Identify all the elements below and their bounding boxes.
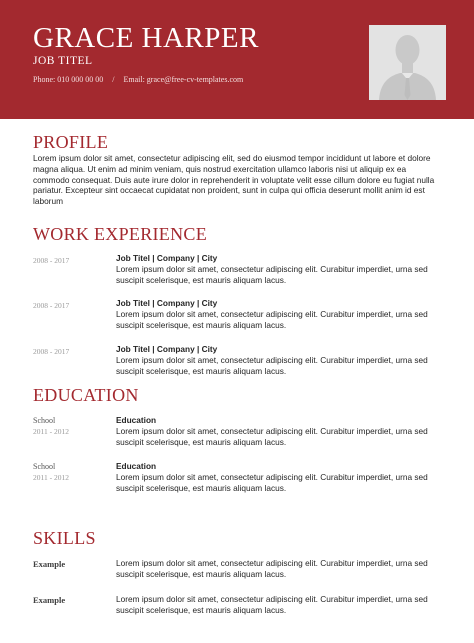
work-entry xyxy=(116,298,446,331)
profile-photo xyxy=(369,25,446,100)
work-date: 2008 - 2017 xyxy=(33,256,70,265)
education-entry-text: Lorem ipsum dolor sit amet, consectetur adipiscing elit. Curabitur imperdiet, urna sed suscipit scelerisque, est mauris aliquam lacus. xyxy=(116,426,428,447)
work-entry-text: Lorem ipsum dolor sit amet, consectetur adipiscing elit. Curabitur imperdiet, urna sed suscipit scelerisque, est mauris aliquam lacus. xyxy=(116,309,428,330)
education-entry-title: Education xyxy=(116,415,157,425)
education-entry xyxy=(116,461,446,494)
skills-heading: SKILLS xyxy=(33,528,96,548)
header-banner xyxy=(0,0,474,119)
phone-text: Phone: 010 000 00 00 xyxy=(33,75,104,84)
work-entry-title: Job Titel | Company | City xyxy=(116,298,218,308)
work-entry-title: Job Titel | Company | City xyxy=(116,253,218,263)
skill-name: Example xyxy=(33,595,66,605)
skill-text: Lorem ipsum dolor sit amet, consectetur adipiscing elit. Curabitur imperdiet, urna sed suscipit scelerisque, est mauris aliquam lacus. xyxy=(116,594,428,615)
person-silhouette-icon xyxy=(369,25,446,100)
email-text: Email: grace@free-cv-templates.com xyxy=(123,75,244,84)
skill-entry xyxy=(116,558,446,580)
school-years: 2011 - 2012 xyxy=(33,472,69,482)
education-entry-text: Lorem ipsum dolor sit amet, consectetur adipiscing elit. Curabitur imperdiet, urna sed suscipit scelerisque, est mauris aliquam lacus. xyxy=(116,472,428,493)
profile-heading: PROFILE xyxy=(33,132,109,152)
school-years: 2011 - 2012 xyxy=(33,426,69,436)
school-name: School xyxy=(33,416,56,425)
education-entry-title: Education xyxy=(116,461,157,471)
education-school xyxy=(33,416,69,437)
work-date: 2008 - 2017 xyxy=(33,301,70,310)
contact-line xyxy=(33,75,243,84)
education-entry xyxy=(116,415,446,448)
school-name: School xyxy=(33,462,56,471)
education-school xyxy=(33,462,69,483)
work-date: 2008 - 2017 xyxy=(33,347,70,356)
work-entry xyxy=(116,344,446,377)
contact-separator: / xyxy=(112,75,115,84)
work-entry-title: Job Titel | Company | City xyxy=(116,344,218,354)
work-entry-text: Lorem ipsum dolor sit amet, consectetur adipiscing elit. Curabitur imperdiet, urna sed suscipit scelerisque, est mauris aliquam lacus. xyxy=(116,355,428,376)
job-title: JOB TITEL xyxy=(33,55,93,67)
work-entry xyxy=(116,253,446,286)
work-entry-text: Lorem ipsum dolor sit amet, consectetur adipiscing elit. Curabitur imperdiet, urna sed suscipit scelerisque, est mauris aliquam lacus. xyxy=(116,264,428,285)
candidate-name: GRACE HARPER xyxy=(33,22,259,54)
skill-entry xyxy=(116,594,446,616)
education-heading: EDUCATION xyxy=(33,385,139,405)
skill-text: Lorem ipsum dolor sit amet, consectetur adipiscing elit. Curabitur imperdiet, urna sed suscipit scelerisque, est mauris aliquam lacus. xyxy=(116,558,428,579)
work-experience-heading: WORK EXPERIENCE xyxy=(33,224,207,244)
skill-name: Example xyxy=(33,559,66,569)
profile-text: Lorem ipsum dolor sit amet, consectetur adipiscing elit, sed do eiusmod tempor incididunt ut labore et dolore magna aliqua. Ut enim ad minim veniam, quis nostrud exercitation ullamco laboris nisi ut aliquip ex ea commodo consequat. Duis aute irure dolor in reprehenderit in voluptate velit esse cillum dolore eu fugiat nulla pariatur. Excepteur sint occaecat cupidatat non proident, sunt in culpa qui officia deserunt mollit anim id est laborum xyxy=(33,153,435,207)
